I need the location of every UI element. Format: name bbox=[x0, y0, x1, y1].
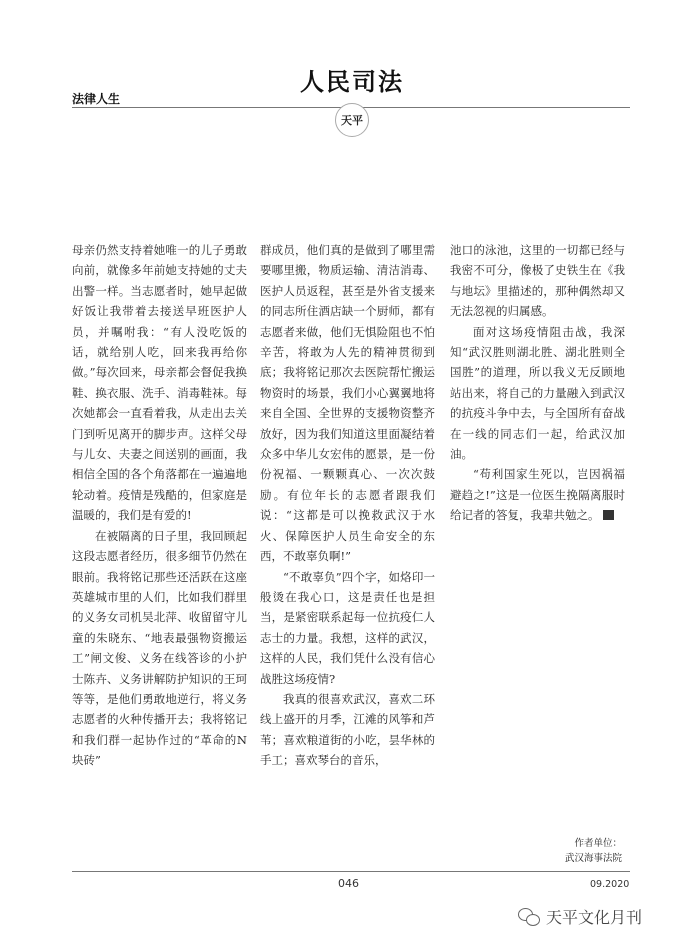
paragraph: “不敢辜负”四个字，如烙印一般烫在我心口，这是责任也是担当，是紧密联系起每一位抗疫仁人志士的力量。我想，这样的武汉，这样的人民，我们凭什么没有信心战胜这场疫情? bbox=[260, 569, 435, 686]
watermark-text: 天平文化月刊 bbox=[546, 908, 643, 927]
section-label: 法律人生 bbox=[72, 92, 121, 106]
paragraph: 面对这场疫情阻击战，我深知“武汉胜则湖北胜、湖北胜则全国胜”的道理，所以我义无反顾地站出来，将自己的力量融入到武汉的抗疫斗争中去，与全国所有奋战在一线的同志们一起，给武汉加油。 bbox=[450, 324, 625, 462]
paragraph-last bbox=[450, 464, 625, 525]
text-column-2 bbox=[260, 240, 435, 771]
paragraph: 我真的很喜欢武汉，喜欢二环线上盛开的月季，江滩的风筝和芦苇；喜欢粮道街的小吃，昙华林的手工；喜欢琴台的音乐， bbox=[260, 691, 435, 768]
footer-rule bbox=[72, 871, 630, 872]
paragraph-text: “苟利国家生死以，岂因祸福避趋之!”这是一位医生挽隔离服时给记者的答复，我辈共勉之。 bbox=[450, 467, 625, 523]
masthead-title: 人民司法 bbox=[300, 67, 404, 96]
end-mark-icon bbox=[603, 510, 614, 520]
paragraph: 母亲仍然支持着她唯一的儿子勇敢向前，就像多年前她支持她的丈夫出警一样。当志愿者时，她早起做好饭让我带着去接送早班医护人员，并嘱咐我：“有人没吃饭的话，就给别人吃，回来我再给你做。”每次回来，母亲都会督促我换鞋、换衣服、洗手、消毒鞋袜。每次她都会一直看着我，从走出去关门到听见离开的脚步声。这样父母与儿女、夫妻之间送别的画面，我相信全国的各个角落都在一遍遍地轮动着。疫情是残酷的，但家庭是温暖的，我们是有爱的! bbox=[72, 243, 247, 523]
author-label: 作者单位： bbox=[574, 838, 622, 849]
author-info bbox=[565, 836, 622, 866]
author-unit: 武汉海事法院 bbox=[564, 853, 622, 864]
paragraph: 群成员，他们真的是做到了哪里需要哪里搬，物质运输、清洁消毒、医护人员返程，甚至是外省支援来的同志所住酒店缺一个厨师，都有志愿者来做，他们无惧险阻也不怕辛苦，将敢为人先的精神贯彻到底；我将铭记那次去医院帮忙搬运物资时的场景，我们小心翼翼地将来自全国、全世界的支援物资整齐放好，因为我们知道这里面凝结着众多中华儿女宏伟的愿景，是一份份祝福、一颗颗真心、一次次鼓励。有位年长的志愿者跟我们说：“这都是可以挽救武汉于水火、保障医护人员生命安全的东西，不敢辜负啊!” bbox=[260, 243, 435, 564]
watermark bbox=[518, 905, 642, 928]
page-number: 046 bbox=[338, 877, 359, 890]
issue-date: 09.2020 bbox=[590, 879, 630, 890]
text-column-3 bbox=[450, 240, 625, 526]
column-badge: 天平 bbox=[335, 103, 369, 137]
paragraph: 池口的泳池，这里的一切都已经与我密不可分，像极了史铁生在《我与地坛》里描述的，那种偶然却又无法忽视的归属感。 bbox=[450, 243, 625, 319]
paragraph: 在被隔离的日子里，我回顾起这段志愿者经历，很多细节仍然在眼前。我将铭记那些还活跃在这座英雄城市里的人们，比如我们群里的义务女司机吴北萍、收留留守儿童的朱晓东、“地表最强物资搬运工”闸文俊、义务在线答诊的小护士陈卉、义务讲解防护知识的王珂等等，是他们勇敢地逆行，将义务志愿者的火种传播开去；我将铭记和我们群一起协作过的“革命的N块砖” bbox=[72, 528, 247, 768]
text-column-1 bbox=[72, 240, 247, 771]
wechat-icon bbox=[518, 908, 540, 926]
